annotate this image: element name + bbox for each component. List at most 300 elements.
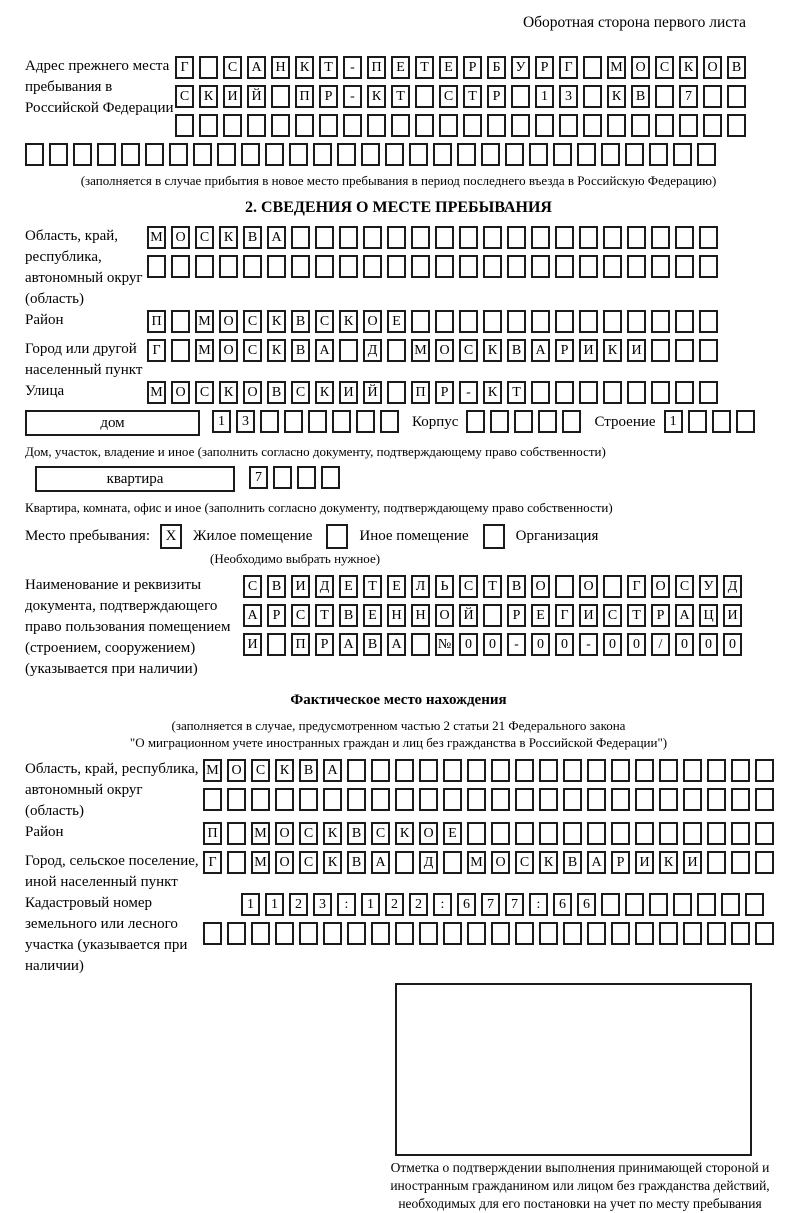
- char-box: Г: [175, 56, 194, 79]
- char-box: [607, 114, 626, 137]
- char-box: Т: [483, 575, 502, 598]
- char-box: А: [247, 56, 266, 79]
- char-box: -: [579, 633, 598, 656]
- char-box: [267, 633, 286, 656]
- checkbox-residential[interactable]: X: [160, 524, 182, 549]
- char-box: О: [171, 381, 190, 404]
- fact-district-block: [25, 822, 772, 851]
- char-box: [227, 822, 246, 845]
- char-box: [627, 381, 646, 404]
- char-box: [247, 114, 266, 137]
- char-box: К: [323, 851, 342, 874]
- char-box: С: [195, 381, 214, 404]
- prev-address-line4[interactable]: [25, 143, 772, 166]
- char-box: [395, 851, 414, 874]
- char-box: 7: [505, 893, 524, 916]
- char-box: С: [195, 226, 214, 249]
- district-label: Район: [25, 312, 64, 328]
- char-box: [579, 226, 598, 249]
- char-box: Т: [363, 575, 382, 598]
- char-box: А: [339, 633, 358, 656]
- char-box: [649, 143, 668, 166]
- city-line1[interactable]: [147, 339, 772, 362]
- char-box: И: [579, 339, 598, 362]
- char-box: М: [251, 822, 270, 845]
- char-box: К: [659, 851, 678, 874]
- char-box: [171, 339, 190, 362]
- char-box: 1: [265, 893, 284, 916]
- char-box: [419, 922, 438, 945]
- char-box: 6: [457, 893, 476, 916]
- checkbox-other-premises[interactable]: [326, 524, 348, 549]
- char-box: Р: [319, 85, 338, 108]
- char-box: [755, 922, 774, 945]
- char-box: [675, 339, 694, 362]
- cadastre-line2[interactable]: [203, 922, 779, 945]
- street-line1[interactable]: [147, 381, 772, 404]
- char-box: [675, 226, 694, 249]
- char-box: [443, 851, 462, 874]
- char-box: [553, 143, 572, 166]
- char-box: К: [607, 85, 626, 108]
- char-box: 6: [577, 893, 596, 916]
- char-box: [387, 339, 406, 362]
- apartment-type-box[interactable]: квартира: [35, 466, 235, 492]
- char-box: 7: [679, 85, 698, 108]
- char-box: [539, 922, 558, 945]
- char-box: К: [603, 339, 622, 362]
- char-box: [313, 143, 332, 166]
- char-box: 3: [559, 85, 578, 108]
- char-box: [481, 143, 500, 166]
- char-box: [443, 759, 462, 782]
- char-box: [467, 788, 486, 811]
- char-box: [321, 466, 340, 489]
- char-box: [727, 114, 746, 137]
- prev-address-line2[interactable]: [175, 85, 772, 108]
- char-box: [627, 255, 646, 278]
- region-line1[interactable]: [147, 226, 772, 249]
- char-box: [175, 114, 194, 137]
- char-box: О: [243, 381, 262, 404]
- char-box: [260, 410, 279, 433]
- char-box: В: [363, 633, 382, 656]
- char-box: [673, 143, 692, 166]
- char-box: [555, 575, 574, 598]
- char-box: И: [223, 85, 242, 108]
- char-box: Е: [387, 310, 406, 333]
- prev-address-label: Адрес прежнего места пребывания в Российской Федерации: [25, 58, 174, 116]
- house-type-box[interactable]: дом: [25, 410, 200, 436]
- char-box: [467, 822, 486, 845]
- char-box: [635, 788, 654, 811]
- char-box: Р: [535, 56, 554, 79]
- char-box: [755, 788, 774, 811]
- prev-address-rows: [175, 56, 772, 143]
- char-box: [603, 226, 622, 249]
- char-box: [603, 310, 622, 333]
- section2-title: 2. СВЕДЕНИЯ О МЕСТЕ ПРЕБЫВАНИЯ: [245, 199, 552, 216]
- district-line1[interactable]: [147, 310, 772, 333]
- char-box: 0: [723, 633, 742, 656]
- char-box: [688, 410, 707, 433]
- char-box: [467, 759, 486, 782]
- char-box: К: [339, 310, 358, 333]
- prev-address-note: (заполняется в случае прибытия в новое место пребывания в период последнего въезда в Российскую Федерацию): [80, 173, 717, 188]
- char-box: [387, 226, 406, 249]
- region-line2[interactable]: [147, 255, 772, 278]
- char-box: [315, 255, 334, 278]
- char-box: [339, 255, 358, 278]
- char-box: [193, 143, 212, 166]
- char-box: [271, 85, 290, 108]
- char-box: [308, 410, 327, 433]
- char-box: [699, 381, 718, 404]
- fact-city-line1[interactable]: [203, 851, 779, 874]
- char-box: [339, 339, 358, 362]
- char-box: К: [395, 822, 414, 845]
- char-box: [199, 114, 218, 137]
- char-box: [319, 114, 338, 137]
- char-box: [315, 226, 334, 249]
- char-box: С: [251, 759, 270, 782]
- char-box: [651, 381, 670, 404]
- district-block: [25, 310, 772, 339]
- stamp-box: [395, 983, 752, 1156]
- char-box: [627, 226, 646, 249]
- char-box: О: [631, 56, 650, 79]
- char-box: В: [299, 759, 318, 782]
- char-box: [297, 466, 316, 489]
- char-box: [555, 255, 574, 278]
- char-box: [563, 922, 582, 945]
- stamp-caption: Отметка о подтверждении выполнения принимающей стороной и иностранным гражданином или лицом без гражданства действий, необходимых для его постановки на учет по месту пребывания: [390, 1160, 770, 1211]
- char-box: [707, 759, 726, 782]
- char-box: [227, 922, 246, 945]
- char-box: Г: [559, 56, 578, 79]
- char-box: [487, 114, 506, 137]
- place-type-label: Место пребывания:: [25, 528, 150, 544]
- char-box: М: [203, 759, 222, 782]
- char-box: [683, 759, 702, 782]
- char-box: 6: [553, 893, 572, 916]
- char-box: Р: [315, 633, 334, 656]
- char-box: [323, 922, 342, 945]
- char-box: Е: [391, 56, 410, 79]
- char-box: [147, 255, 166, 278]
- char-box: [299, 788, 318, 811]
- char-box: С: [243, 310, 262, 333]
- char-box: И: [243, 633, 262, 656]
- char-box: 1: [241, 893, 260, 916]
- char-box: [415, 85, 434, 108]
- char-box: [539, 788, 558, 811]
- char-box: -: [343, 85, 362, 108]
- char-box: Р: [651, 604, 670, 627]
- char-box: [284, 410, 303, 433]
- char-box: О: [651, 575, 670, 598]
- char-box: С: [459, 575, 478, 598]
- char-box: [371, 922, 390, 945]
- char-box: 7: [481, 893, 500, 916]
- char-box: [635, 759, 654, 782]
- char-box: М: [411, 339, 430, 362]
- char-box: [295, 114, 314, 137]
- char-box: [587, 759, 606, 782]
- char-box: Н: [387, 604, 406, 627]
- fact-district-label: Район: [25, 824, 64, 840]
- char-box: [145, 143, 164, 166]
- char-box: [736, 410, 755, 433]
- char-box: О: [435, 604, 454, 627]
- char-box: [659, 759, 678, 782]
- char-box: [531, 381, 550, 404]
- fact-region-line2[interactable]: [203, 788, 779, 811]
- char-box: [583, 85, 602, 108]
- char-box: [339, 226, 358, 249]
- region-block: [25, 226, 772, 310]
- char-box: [583, 114, 602, 137]
- char-box: П: [367, 56, 386, 79]
- char-box: [491, 788, 510, 811]
- char-box: Б: [487, 56, 506, 79]
- char-box: О: [227, 759, 246, 782]
- char-box: В: [267, 381, 286, 404]
- char-box: [529, 143, 548, 166]
- char-box: М: [467, 851, 486, 874]
- char-box: С: [371, 822, 390, 845]
- char-box: [395, 759, 414, 782]
- char-box: Р: [487, 85, 506, 108]
- char-box: [745, 893, 764, 916]
- char-box: В: [727, 56, 746, 79]
- house-note: Дом, участок, владение и иное (заполнить согласно документу, подтверждающему право собственности): [25, 444, 606, 459]
- char-box: В: [507, 575, 526, 598]
- char-box: С: [299, 822, 318, 845]
- checkbox-organization[interactable]: [483, 524, 505, 549]
- char-box: [649, 893, 668, 916]
- char-box: С: [515, 851, 534, 874]
- char-box: [531, 226, 550, 249]
- char-box: У: [511, 56, 530, 79]
- char-box: 1: [361, 893, 380, 916]
- char-box: К: [219, 381, 238, 404]
- char-box: [490, 410, 509, 433]
- street-block: [25, 381, 772, 410]
- fact-city-block: [25, 851, 772, 893]
- char-box: [555, 226, 574, 249]
- char-box: [611, 922, 630, 945]
- char-box: А: [243, 604, 262, 627]
- char-box: [171, 255, 190, 278]
- char-box: К: [199, 85, 218, 108]
- char-box: [483, 604, 502, 627]
- prev-address-line1[interactable]: [175, 56, 772, 79]
- char-box: В: [563, 851, 582, 874]
- char-box: [203, 788, 222, 811]
- char-box: К: [323, 822, 342, 845]
- char-box: О: [363, 310, 382, 333]
- char-box: 2: [385, 893, 404, 916]
- char-box: [195, 255, 214, 278]
- char-box: [223, 114, 242, 137]
- char-box: [721, 893, 740, 916]
- char-box: [203, 922, 222, 945]
- char-box: О: [275, 851, 294, 874]
- char-box: [439, 114, 458, 137]
- char-box: [433, 143, 452, 166]
- actual-location-note1: (заполняется в случае, предусмотренном частью 2 статьи 21 Федерального закона: [171, 718, 626, 733]
- apartment-number-cells[interactable]: [249, 466, 345, 489]
- char-box: [515, 759, 534, 782]
- char-box: [683, 822, 702, 845]
- char-box: [675, 310, 694, 333]
- char-box: О: [435, 339, 454, 362]
- char-box: Д: [723, 575, 742, 598]
- char-box: [371, 759, 390, 782]
- char-box: К: [539, 851, 558, 874]
- char-box: [265, 143, 284, 166]
- char-box: А: [267, 226, 286, 249]
- char-box: 2: [289, 893, 308, 916]
- char-box: [707, 788, 726, 811]
- char-box: [563, 759, 582, 782]
- char-box: Д: [419, 851, 438, 874]
- char-box: [505, 143, 524, 166]
- char-box: С: [291, 604, 310, 627]
- char-box: [627, 310, 646, 333]
- char-box: [555, 310, 574, 333]
- char-box: [625, 143, 644, 166]
- prev-address-line3[interactable]: [175, 114, 772, 137]
- char-box: В: [347, 822, 366, 845]
- char-box: [563, 822, 582, 845]
- char-box: [603, 381, 622, 404]
- char-box: [241, 143, 260, 166]
- char-box: [631, 114, 650, 137]
- char-box: [515, 788, 534, 811]
- char-box: [587, 788, 606, 811]
- char-box: Й: [363, 381, 382, 404]
- char-box: 0: [483, 633, 502, 656]
- char-box: Т: [391, 85, 410, 108]
- char-box: [679, 114, 698, 137]
- char-box: У: [699, 575, 718, 598]
- char-box: [273, 466, 292, 489]
- title-document-line3[interactable]: [243, 633, 772, 656]
- char-box: [535, 114, 554, 137]
- char-box: К: [315, 381, 334, 404]
- char-box: Е: [339, 575, 358, 598]
- char-box: [483, 226, 502, 249]
- char-box: В: [291, 339, 310, 362]
- char-box: М: [147, 381, 166, 404]
- char-box: Т: [315, 604, 334, 627]
- page-corner-note: Оборотная сторона первого листа: [522, 14, 746, 31]
- char-box: П: [291, 633, 310, 656]
- char-box: [673, 893, 692, 916]
- title-document-line1[interactable]: [243, 575, 772, 598]
- char-box: [727, 85, 746, 108]
- cadastre-line1[interactable]: [241, 893, 779, 916]
- char-box: [611, 759, 630, 782]
- char-box: И: [339, 381, 358, 404]
- char-box: [411, 226, 430, 249]
- char-box: [291, 226, 310, 249]
- char-box: К: [367, 85, 386, 108]
- korpus-cells[interactable]: [466, 410, 586, 433]
- char-box: [712, 410, 731, 433]
- char-box: [507, 255, 526, 278]
- char-box: [587, 822, 606, 845]
- char-box: Т: [627, 604, 646, 627]
- char-box: В: [347, 851, 366, 874]
- char-box: [275, 922, 294, 945]
- title-document-line2[interactable]: [243, 604, 772, 627]
- char-box: [391, 114, 410, 137]
- char-box: :: [529, 893, 548, 916]
- char-box: С: [175, 85, 194, 108]
- char-box: [491, 922, 510, 945]
- char-box: [539, 822, 558, 845]
- char-box: [675, 255, 694, 278]
- char-box: Н: [411, 604, 430, 627]
- place-type-row: [25, 524, 772, 549]
- cadastre-block: [25, 893, 772, 977]
- fact-region-block: [25, 759, 772, 822]
- char-box: [291, 255, 310, 278]
- char-box: 0: [531, 633, 550, 656]
- char-box: [347, 788, 366, 811]
- stroenie-cells[interactable]: [664, 410, 760, 433]
- char-box: [731, 922, 750, 945]
- char-box: [531, 310, 550, 333]
- fact-region-label: Область, край, республика, автономный округ (область): [25, 761, 199, 819]
- char-box: [483, 255, 502, 278]
- char-box: Г: [147, 339, 166, 362]
- char-box: [651, 310, 670, 333]
- char-box: [463, 114, 482, 137]
- cadastre-label: Кадастровый номер земельного или лесного участка (указывается при наличии): [25, 895, 188, 974]
- char-box: [755, 759, 774, 782]
- char-box: Л: [411, 575, 430, 598]
- char-box: [337, 143, 356, 166]
- street-label: Улица: [25, 383, 65, 399]
- char-box: [635, 822, 654, 845]
- char-box: [299, 922, 318, 945]
- char-box: М: [195, 310, 214, 333]
- char-box: [625, 893, 644, 916]
- char-box: С: [439, 85, 458, 108]
- char-box: [703, 114, 722, 137]
- char-box: [659, 822, 678, 845]
- char-box: [531, 255, 550, 278]
- fact-district-line1[interactable]: [203, 822, 779, 845]
- char-box: [459, 255, 478, 278]
- fact-region-line1[interactable]: [203, 759, 779, 782]
- char-box: А: [323, 759, 342, 782]
- char-box: Т: [319, 56, 338, 79]
- char-box: М: [147, 226, 166, 249]
- char-box: [243, 255, 262, 278]
- char-box: И: [723, 604, 742, 627]
- char-box: [227, 788, 246, 811]
- char-box: [539, 759, 558, 782]
- char-box: О: [491, 851, 510, 874]
- char-box: С: [459, 339, 478, 362]
- house-number-cells[interactable]: [212, 410, 404, 433]
- char-box: И: [291, 575, 310, 598]
